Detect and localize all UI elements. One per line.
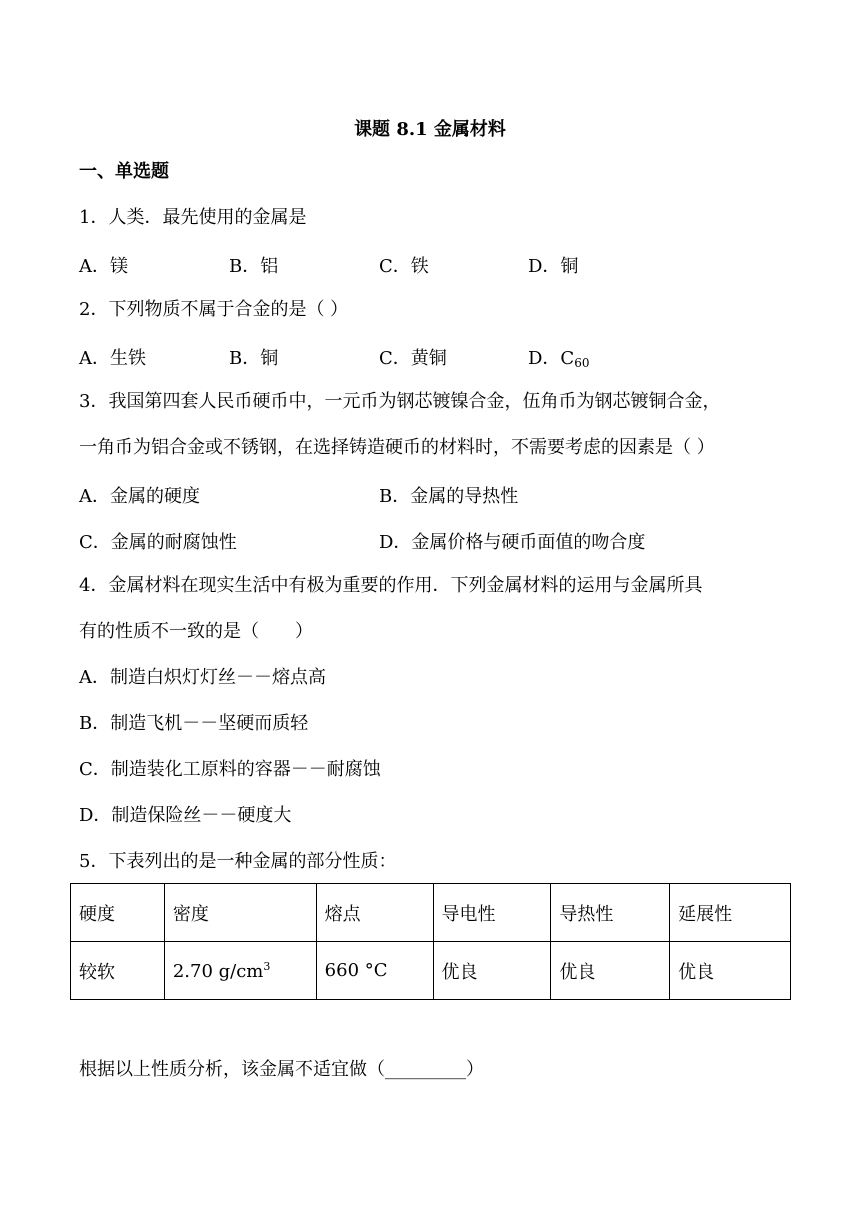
table-row <box>71 942 791 1000</box>
q3-option-c: C．金属的耐腐蚀性 <box>79 532 237 553</box>
q2-option-c: C．黄铜 <box>379 348 447 369</box>
q1-option-b: B．铝 <box>229 256 279 277</box>
table-header-cell: 硬度 <box>71 884 165 942</box>
table-cell: 660 °C <box>316 942 433 1000</box>
q2-option-d <box>528 344 590 370</box>
density-superscript: 3 <box>263 959 271 973</box>
properties-table <box>70 883 791 1000</box>
q2-option-b: B．铜 <box>229 348 279 369</box>
table-cell: 优良 <box>551 942 670 1000</box>
density-value: 2.70 g/cm <box>172 960 264 982</box>
q4-option-a: A．制造白炽灯灯丝－－熔点高 <box>79 667 326 688</box>
question-5-stem: 5．下表列出的是一种金属的部分性质： <box>79 851 397 872</box>
table-header-cell: 导热性 <box>551 884 670 942</box>
q2-option-a: A．生铁 <box>79 348 146 369</box>
q4-option-c: C．制造装化工原料的容器－－耐腐蚀 <box>79 759 381 780</box>
q4-option-b: B．制造飞机－－坚硬而质轻 <box>79 713 309 734</box>
question-4-stem-line2: 有的性质不一致的是（ ） <box>79 621 313 642</box>
question-4-stem-line1: 4．金属材料在现实生活中有极为重要的作用．下列金属材料的运用与金属所具 <box>79 575 703 596</box>
page-title: 课题 8.1 金属材料 <box>354 119 506 140</box>
table-cell: 优良 <box>433 942 551 1000</box>
table-header-row <box>71 884 791 942</box>
q1-option-d: D．铜 <box>528 256 579 277</box>
q1-option-c: C．铁 <box>379 256 429 277</box>
table-header-cell: 密度 <box>164 884 316 942</box>
section-heading: 一、单选题 <box>79 161 169 182</box>
question-3-stem-line2: 一角币为铝合金或不锈钢，在选择铸造硬币的材料时，不需要考虑的因素是（ ） <box>79 437 715 458</box>
question-1-stem: 1．人类．最先使用的金属是 <box>79 207 307 228</box>
q3-option-a: A．金属的硬度 <box>79 486 200 507</box>
q3-option-b: B．金属的导热性 <box>379 486 519 507</box>
q1-option-a: A．镁 <box>79 256 128 277</box>
table-header-cell: 熔点 <box>316 884 433 942</box>
q2-option-d-subscript: 60 <box>574 356 590 370</box>
table-cell: 较软 <box>71 942 165 1000</box>
question-5-followup: 根据以上性质分析，该金属不适宜做（_________） <box>79 1059 484 1080</box>
question-3-stem-line1: 3．我国第四套人民币硬币中，一元币为钢芯镀镍合金，伍角币为钢芯镀铜合金， <box>79 391 721 412</box>
q2-option-d-prefix: D．C <box>528 348 575 369</box>
table-header-cell: 延展性 <box>670 884 791 942</box>
table-cell-density <box>164 942 316 1000</box>
q4-option-d: D．制造保险丝－－硬度大 <box>79 805 292 826</box>
table-cell: 优良 <box>670 942 791 1000</box>
question-2-stem: 2．下列物质不属于合金的是（ ） <box>79 299 349 320</box>
q3-option-d: D．金属价格与硬币面值的吻合度 <box>379 532 646 553</box>
table-header-cell: 导电性 <box>433 884 551 942</box>
